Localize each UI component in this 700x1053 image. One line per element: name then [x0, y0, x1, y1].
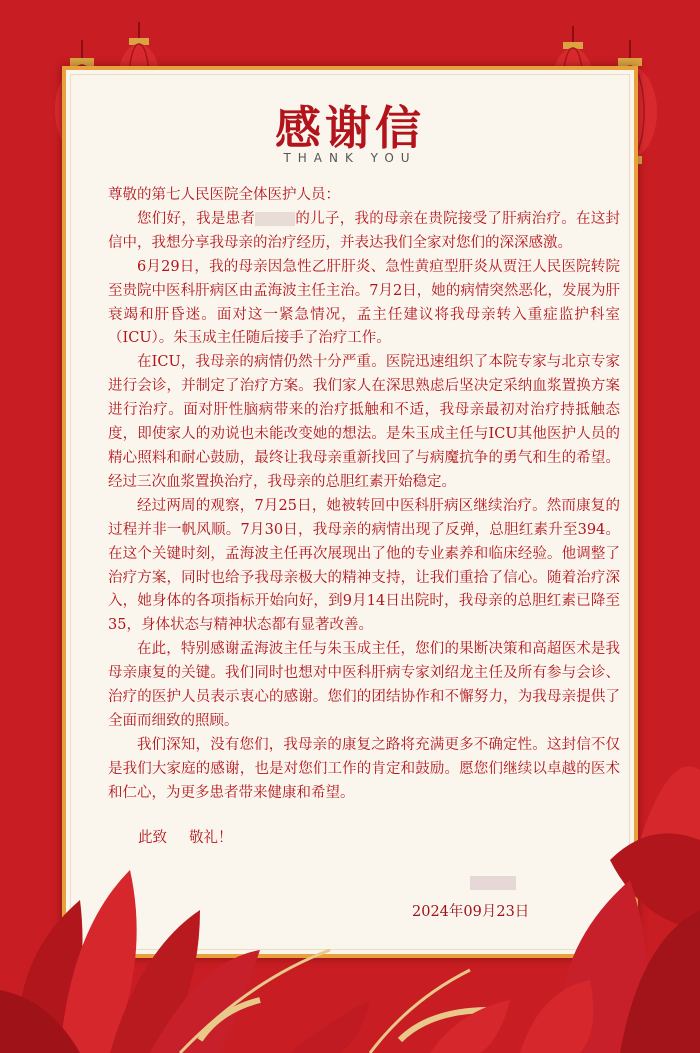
- paragraph-5: 在此，特别感谢孟海波主任与朱玉成主任，您们的果断决策和高超医术是我母亲康复的关键。我们同时也想对中医科肝病专家刘绍龙主任及所有参与会诊、治疗的医护人员表示衷心的感谢。您们的团结协作和不懈努力，为我母亲提供了全面而细致的照顾。: [108, 641, 620, 729]
- redacted-name: [255, 212, 295, 226]
- gold-leaf-icon: [170, 940, 530, 1053]
- paragraph-1-start: 您们好，我是患者: [137, 210, 256, 227]
- paragraph-2: 6月29日，我的母亲因急性乙肝肝炎、急性黄疸型肝炎从贾汪人民医院转院至贵院中医科肝病区由孟海波主任主治。7月2日，她的病情突然恶化，发展为肝衰竭和肝昏迷。面对这一紧急情况，孟主任建议将我母亲转入重症监护科室（ICU）。朱玉成主任随后接手了治疗工作。: [108, 258, 620, 347]
- letter-subtitle: THANK YOU: [283, 151, 417, 165]
- paragraph-4: 经过两周的观察，7月25日，她被转回中医科肝病区继续治疗。然而康复的过程并非一帆风顺。7月30日，我母亲的病情出现了反弹，总胆红素升至394。在这个关键时刻，孟海波主任再次展现出了他的专业素养和临床经验。他调整了治疗方案，同时也给予我母亲极大的精神支持，让我们重拾了信心。随着治疗深入，她身体的各项指标开始向好，到9月14日出院时，我母亲的总胆红素已降至35，身体状态与精神状态都有显著改善。: [108, 497, 620, 634]
- paragraph-3: 在ICU，我母亲的病情仍然十分严重。医院迅速组织了本院专家与北京专家进行会诊，并制定了治疗方案。我们家人在深思熟虑后坚决定采纳血浆置换方案进行治疗。面对肝性脑病带来的治疗抵触和不适，我母亲最初对治疗持抵触态度，即使家人的劝说也未能改变她的想法。是朱玉成主任与ICU其他医护人员的精心照料和耐心鼓励，最终让我母亲重新找回了与病魔抗争的勇气和生的希望。经过三次血浆置换治疗，我母亲的总胆红素开始稳定。: [108, 354, 620, 490]
- closing-2: 敬礼！: [189, 830, 233, 846]
- redacted-signature: [470, 876, 516, 890]
- closing-1: 此致: [138, 830, 167, 846]
- salutation: 尊敬的第七人民医院全体医护人员：: [108, 187, 340, 203]
- paragraph-1: [108, 208, 620, 256]
- paragraph-6: 我们深知，没有您们，我母亲的康复之路将充满更多不确定性。这封信不仅是我们大家庭的感谢，也是对您们工作的肯定和鼓励。愿您们继续以卓越的医术和仁心，为更多患者带来健康和希望。: [108, 736, 620, 801]
- letter-date: 2024年09月23日: [412, 904, 530, 920]
- letter-title: 感谢信: [275, 101, 425, 155]
- paragraph-1-end: 的儿子，我的母亲在贵院接受了肝病治疗。在这封信中，我想分享我母亲的治疗经历，并表达我们全家对您们的深深感激。: [108, 210, 621, 251]
- lotus-flower-icon: [520, 730, 700, 1053]
- letter-body: [108, 184, 620, 806]
